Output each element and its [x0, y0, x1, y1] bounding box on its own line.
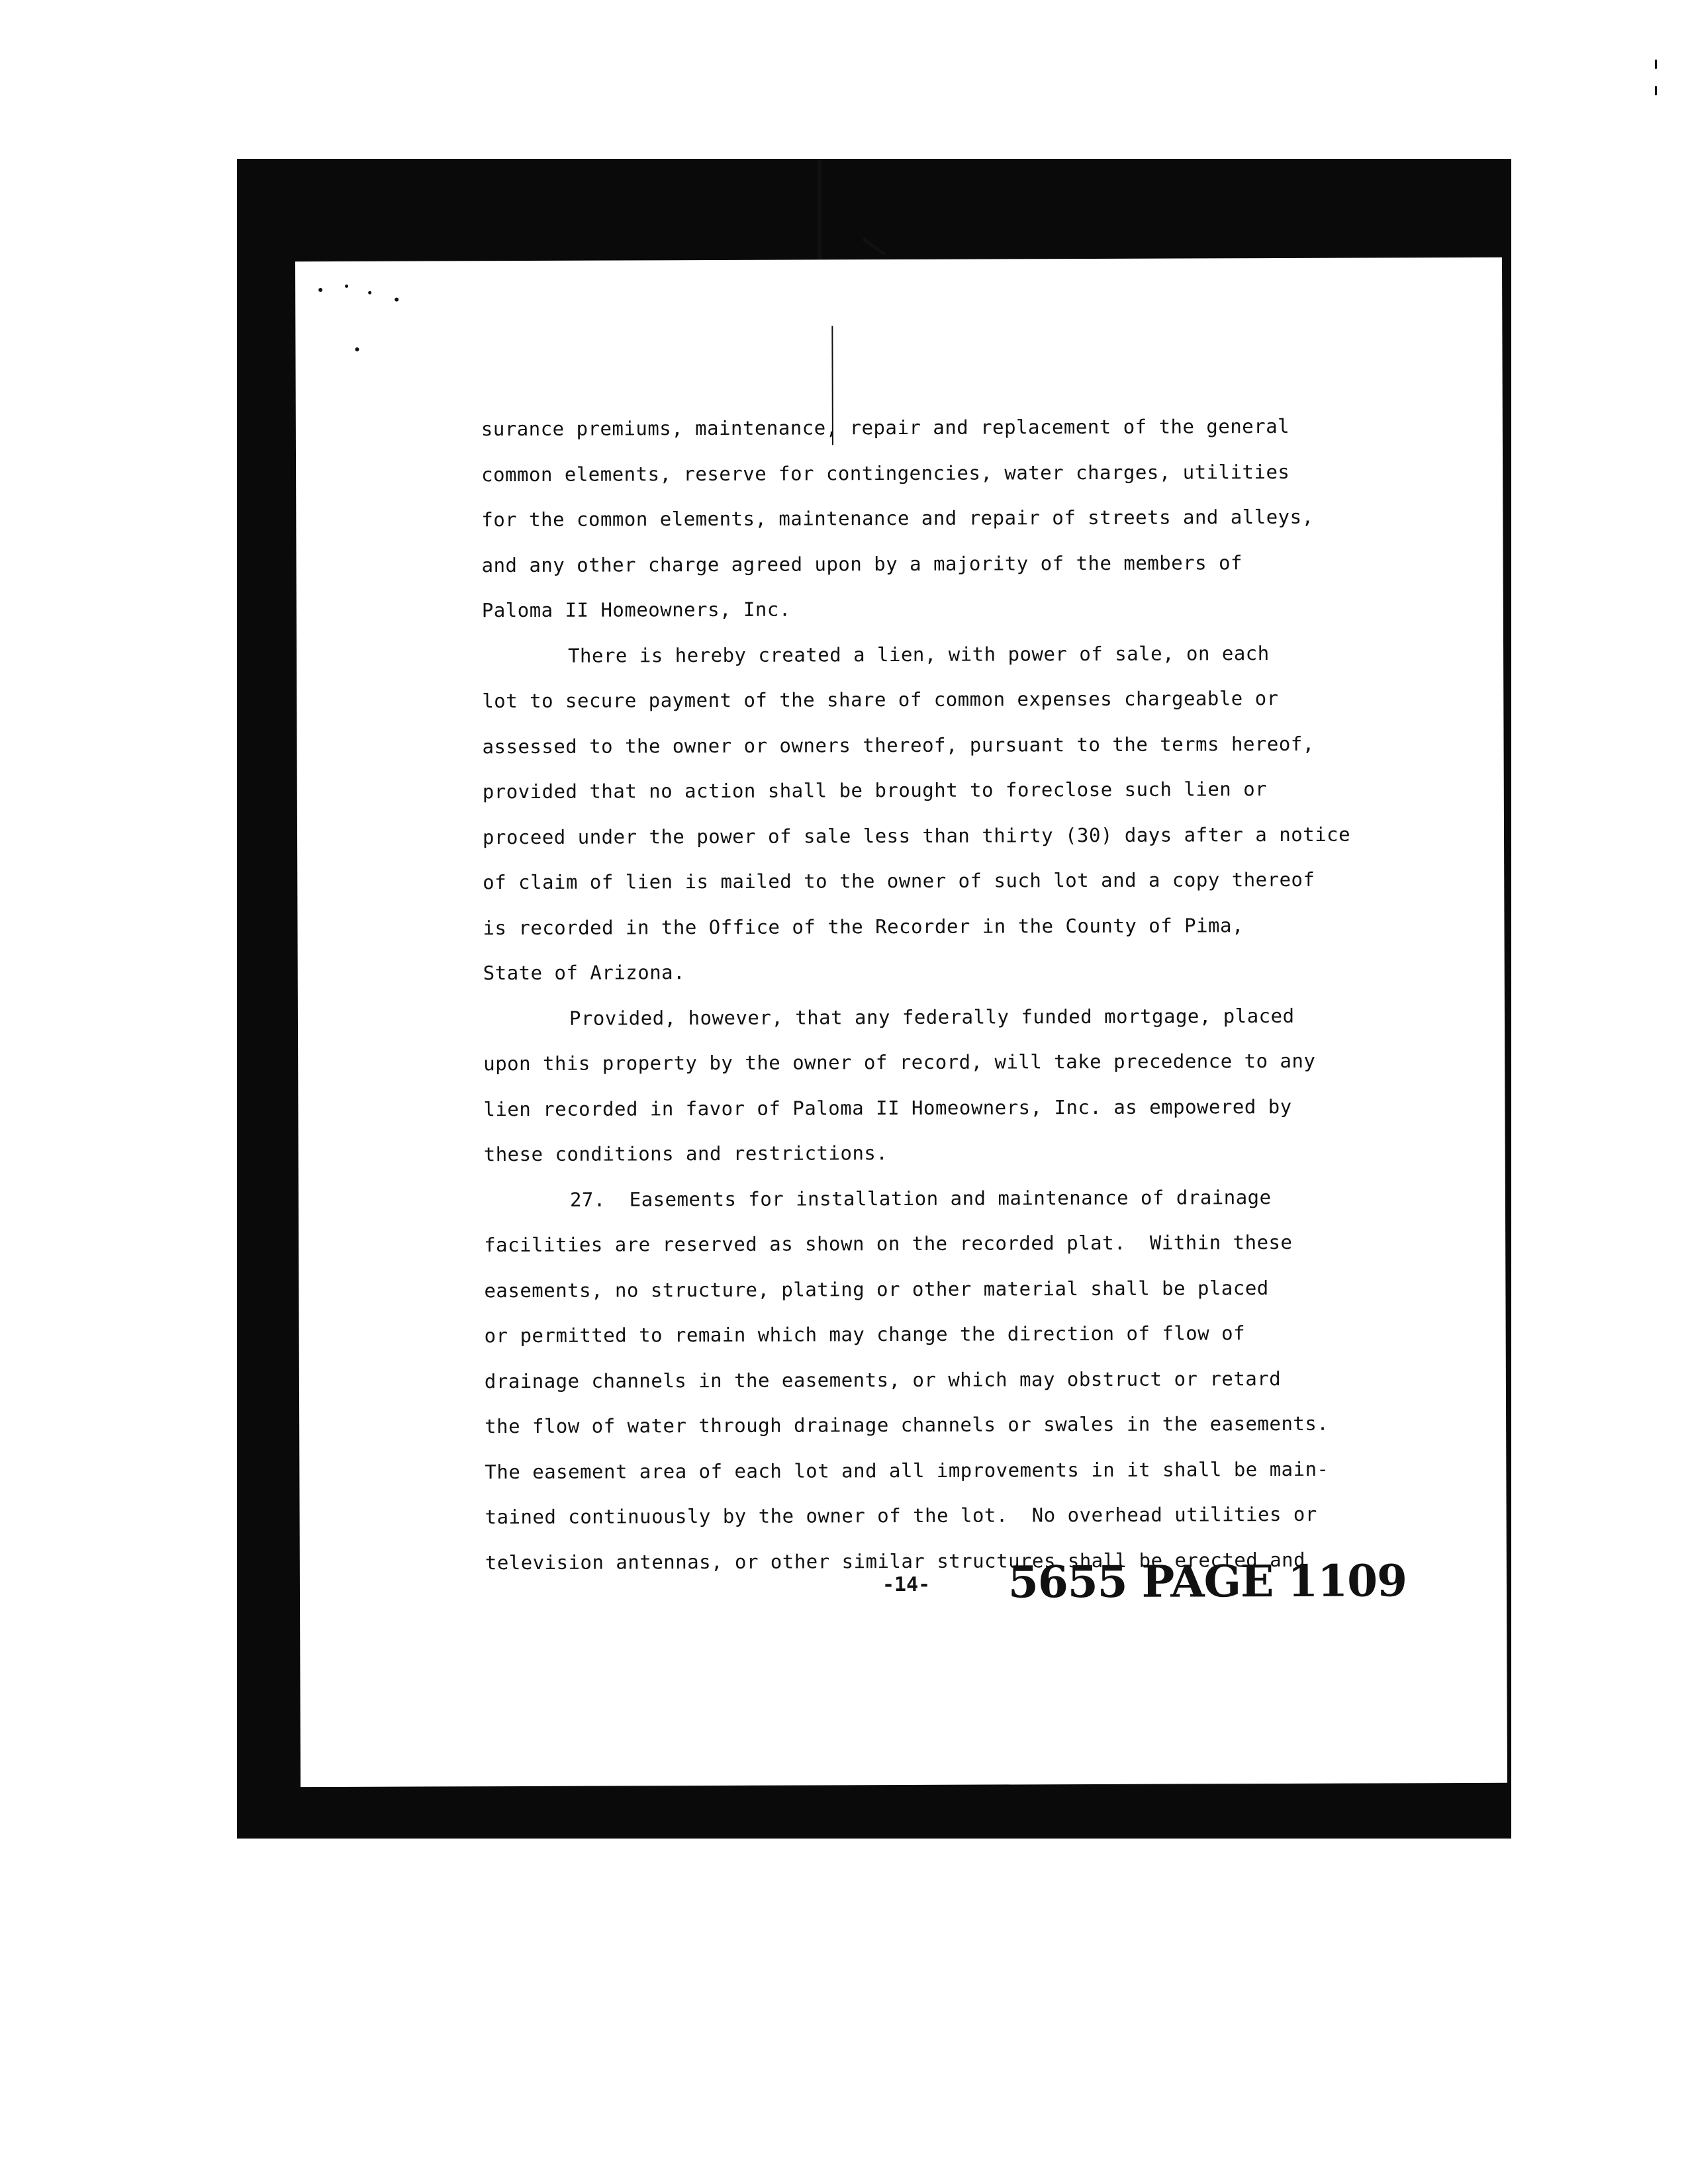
- text-line: facilities are reserved as shown on the recorded plat. Within these: [484, 1230, 1293, 1257]
- text-line: tained continuously by the owner of the lot. No overhead utilities or: [485, 1502, 1317, 1529]
- text-line: television antennas, or other similar structures shall be erected and: [485, 1548, 1306, 1574]
- speck: [355, 347, 359, 351]
- text-line: the flow of water through drainage channels or swales in the easements.: [485, 1412, 1329, 1438]
- body-text: [481, 404, 1372, 1586]
- recording-stamp: 5655 PAGE 1109: [1008, 1555, 1407, 1608]
- text-line: Paloma II Homeowners, Inc.: [481, 598, 791, 622]
- speck: [395, 298, 399, 302]
- text-line: or permitted to remain which may change the direction of flow of: [484, 1322, 1246, 1347]
- text-line: upon this property by the owner of record, will take precedence to any: [483, 1049, 1316, 1075]
- text-line: and any other charge agreed upon by a majority of the members of: [481, 551, 1243, 576]
- speck: [345, 285, 348, 288]
- text-line: these conditions and restrictions.: [483, 1142, 888, 1166]
- text-line: assessed to the owner or owners thereof, pursuant to the terms hereof,: [482, 732, 1315, 758]
- text-line: easements, no structure, plating or other material shall be placed: [484, 1276, 1269, 1302]
- scan-crease: [818, 159, 821, 265]
- text-line: common elements, reserve for contingencies, water charges, utilities: [481, 460, 1290, 486]
- paragraph-start: Provided, however, that any federally funded mortgage, placed: [569, 1004, 1295, 1030]
- document-page: [295, 257, 1507, 1787]
- text-line: The easement area of each lot and all improvements in it shall be main-: [485, 1457, 1329, 1483]
- text-line: for the common elements, maintenance and repair of streets and alleys,: [481, 505, 1314, 531]
- paragraph-start: There is hereby created a lien, with power of sale, on each: [568, 641, 1270, 667]
- text-line: drainage channels in the easements, or which may obstruct or retard: [484, 1367, 1282, 1392]
- page-number: -14-: [882, 1572, 931, 1597]
- text-line: lot to secure payment of the share of common expenses chargeable or: [482, 687, 1279, 713]
- speck: [368, 291, 371, 295]
- text-line: provided that no action shall be brought to foreclose such lien or: [482, 778, 1268, 803]
- text-line: is recorded in the Office of the Recorder in the County of Pima,: [483, 913, 1244, 939]
- section-27-start: 27. Easements for installation and maintenance of drainage: [569, 1185, 1272, 1211]
- text-line: proceed under the power of sale less than thirty (30) days after a notice: [482, 823, 1351, 848]
- edge-mark: [1655, 86, 1657, 95]
- edge-mark: [1655, 60, 1657, 69]
- speck: [318, 288, 322, 292]
- text-line: surance premiums, maintenance, repair and replacement of the general: [481, 414, 1290, 441]
- text-line: of claim of lien is mailed to the owner of such lot and a copy thereof: [483, 868, 1315, 894]
- text-line: lien recorded in favor of Paloma II Homeowners, Inc. as empowered by: [483, 1095, 1292, 1120]
- text-line: State of Arizona.: [483, 961, 686, 985]
